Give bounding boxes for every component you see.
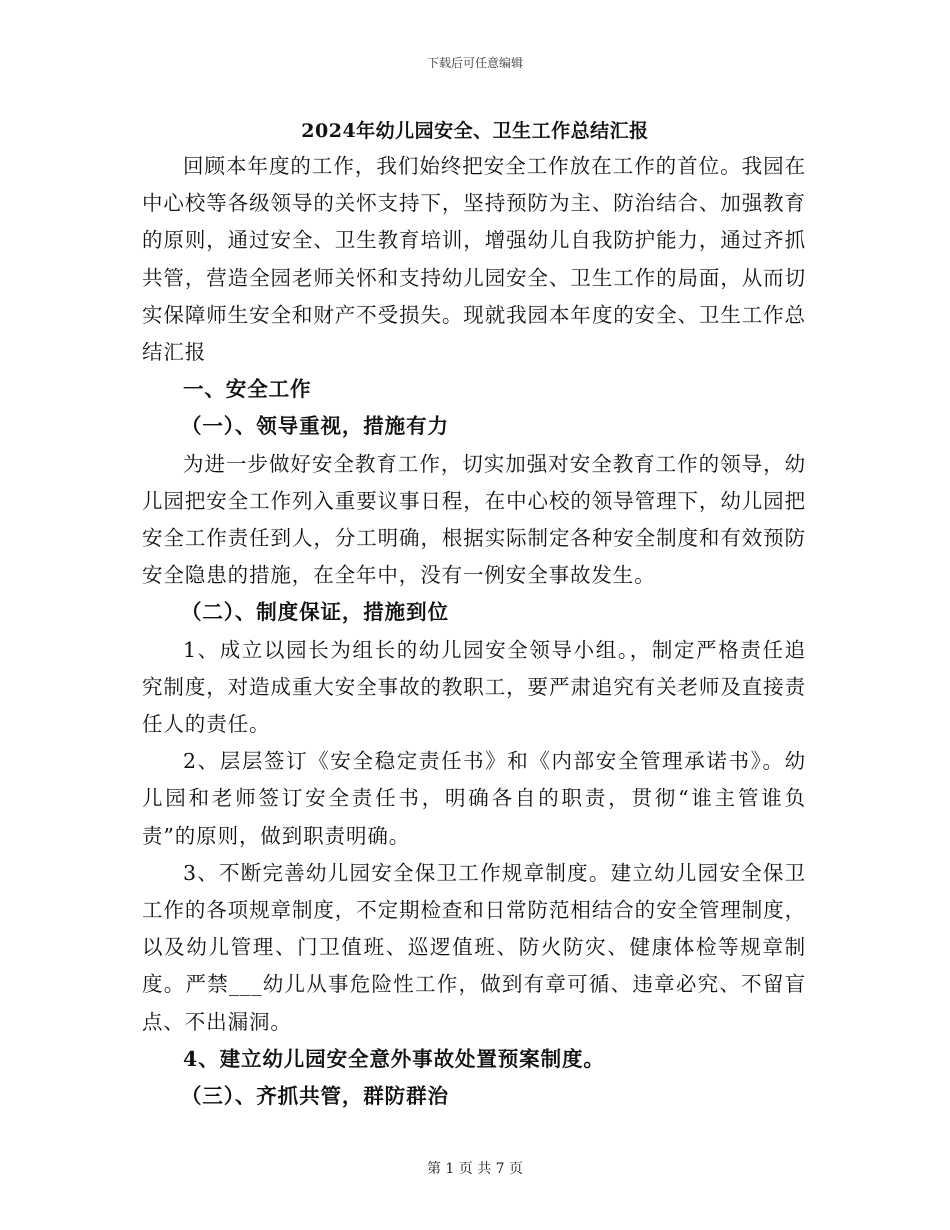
section-heading-safety: 一、安全工作	[183, 377, 312, 402]
subsection-heading-3: （三）、齐抓共管，群防群治	[180, 1084, 449, 1109]
list-item-2: 2、层层签订《安全稳定责任书》和《内部安全管理承诺书》。幼儿园和老师签订安全责任书，明确各自的职责，贯彻“谁主管谁负责”的原则，做到职责明确。	[142, 749, 806, 848]
list-item-4: 4、建立幼儿园安全意外事故处置预案制度。	[183, 1046, 605, 1071]
subsection-heading-2: （二）、制度保证，措施到位	[180, 600, 449, 625]
list-item-1: 1、成立以园长为组长的幼儿园安全领导小组。，制定严格责任追究制度，对造成重大安全事故的教职工，要严肃追究有关老师及直接责任人的责任。	[142, 637, 806, 737]
list-item-3: 3、不断完善幼儿园安全保卫工作规章制度。建立幼儿园安全保卫工作的各项规章制度，不定期检查和日常防范相结合的安全管理制度，以及幼儿管理、门卫值班、巡逻值班、防火防灾、健康体检等规章制度。严禁___幼儿从事危险性工作，做到有章可循、违章必究、不留盲点、不出漏洞。	[142, 860, 806, 1034]
subsection-1-paragraph: 为进一步做好安全教育工作，切实加强对安全教育工作的领导，幼儿园把安全工作列入重要议事日程，在中心校的领导管理下，幼儿园把安全工作责任到人，分工明确，根据实际制定各种安全制度和有效预防安全隐患的措施，在全年中，没有一例安全事故发生。	[142, 451, 806, 588]
page-number-footer: 第 1 页 共 7 页	[426, 1161, 524, 1177]
document-title: 2024年幼儿园安全、卫生工作总结汇报	[301, 120, 649, 142]
header-note: 下载后可任意编辑	[426, 56, 523, 70]
subsection-heading-1: （一）、领导重视，措施有力	[180, 414, 449, 439]
document-body	[142, 148, 806, 1115]
intro-paragraph: 回顾本年度的工作，我们始终把安全工作放在工作的首位。我园在中心校等各级领导的关怀支持下，坚持预防为主、防治结合、加强教育的原则，通过安全、卫生教育培训，增强幼儿自我防护能力，通过齐抓共管，营造全园老师关怀和支持幼儿园安全、卫生工作的局面，从而切实保障师生安全和财产不受损失。现就我园本年度的安全、卫生工作总结汇报	[142, 154, 806, 365]
